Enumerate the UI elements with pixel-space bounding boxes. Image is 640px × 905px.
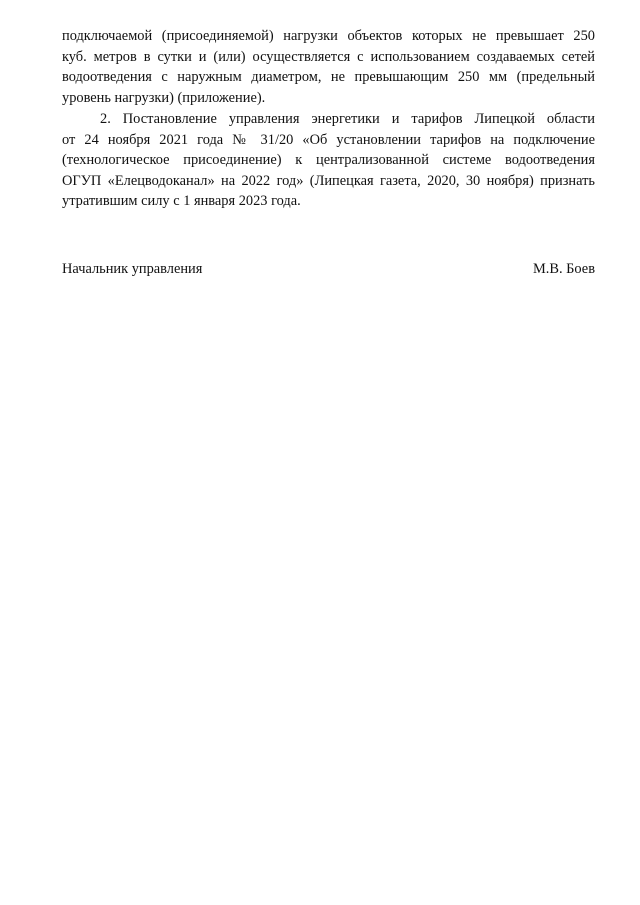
paragraph-2-line: утратившим силу с 1 января 2023 года. xyxy=(62,193,301,210)
signature-name: М.В. Боев xyxy=(532,261,595,277)
paragraph-1-line: водоотведения с наружным диаметром, не превышающим 250 мм (предельный xyxy=(62,69,595,86)
paragraph-2-line: от 24 ноября 2021 года № 31/20 «Об установлении тарифов на подключение xyxy=(62,131,595,148)
paragraph-1 xyxy=(62,26,595,108)
paragraph-2-line: ОГУП «Елецводоканал» на 2022 год» (Липецкая газета, 2020, 30 ноября) признать xyxy=(62,172,595,189)
paragraph-2-line: 2. Постановление управления энергетики и тарифов Липецкой области xyxy=(100,111,595,127)
signature-block xyxy=(62,259,595,280)
paragraph-2 xyxy=(62,109,595,212)
signature-position: Начальник управления xyxy=(62,261,203,277)
paragraph-1-line: уровень нагрузки) (приложение). xyxy=(62,89,266,106)
paragraph-1-line: подключаемой (присоединяемой) нагрузки объектов которых не превышает 250 xyxy=(62,28,595,44)
paragraph-1-line: куб. метров в сутки и (или) осуществляется с использованием создаваемых сетей xyxy=(62,48,595,65)
paragraph-2-line: (технологическое присоединение) к централизованной системе водоотведения xyxy=(62,152,595,169)
